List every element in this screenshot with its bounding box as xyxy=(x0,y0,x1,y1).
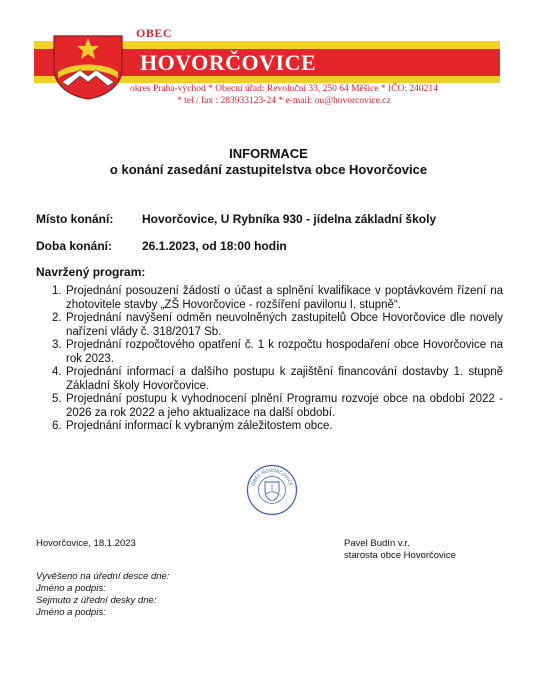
program-item: 4. Projednání informací a dalšího postupu k zajištění financování dostavby 1. stupně Základní školy Hovorčovice. xyxy=(52,366,503,392)
program-heading: Navržený program: xyxy=(36,265,146,279)
place-label: Místo konání: xyxy=(36,212,114,226)
program-item: 2. Projednání navýšení odměn neuvolněných zastupitelů Obce Hovorčovice dle novely nařízení vlády č. 318/2017 Sb. xyxy=(52,312,503,338)
letterhead-address: okres Praha-východ * Obecní úřad: Revoluční 33, 250 64 Měšice * IČO: 240214 xyxy=(130,84,438,94)
name-signature-label: Jméno a podpis: xyxy=(36,607,106,618)
letterhead-contact: * tel / fax : 283933123-24 * e-mail: ou@hovorcovice.cz xyxy=(177,96,391,106)
program-item: 1. Projednání posouzení žádostí o účast a splnění kvalifikace v poptávkovém řízení na zhotovitele stavby „ZŠ Hovorčovice - rozšíření pavilonu I. stupně“. xyxy=(52,285,503,311)
document-title: INFORMACE xyxy=(229,146,308,161)
program-item: 6. Projednání informací k vybraným záležitostem obce. xyxy=(52,420,333,432)
removed-on-label: Sejmuto z úřední desky dne: xyxy=(36,595,157,606)
signer-name: Pavel Budín v.r. xyxy=(344,538,410,549)
svg-text:OBEC HOVORČOVICE: OBEC HOVORČOVICE xyxy=(251,468,293,487)
municipal-coat-of-arms xyxy=(50,32,126,100)
document-subtitle: o konání zasedání zastupitelstva obce Hovorčovice xyxy=(109,162,428,177)
time-value: 26.1.2023, od 18:00 hodin xyxy=(142,239,287,253)
signer-role: starosta obce Hovorčovice xyxy=(344,550,456,561)
letterhead-obec: OBEC xyxy=(136,26,173,40)
place-date: Hovorčovice, 18.1.2023 xyxy=(36,538,136,549)
program-list xyxy=(40,285,503,434)
posted-on-label: Vyvěšeno na úřední desce dne: xyxy=(36,571,170,582)
time-label: Doba konání: xyxy=(36,239,113,253)
name-signature-label: Jméno a podpis: xyxy=(36,583,106,594)
village-name: HOVORČOVICE xyxy=(140,50,317,75)
official-stamp xyxy=(246,464,298,516)
program-item: 3. Projednání rozpočtového opatření č. 1 k rozpočtu hospodaření obce Hovorčovice na rok 2023. xyxy=(52,339,503,365)
place-value: Hovorčovice, U Rybníka 930 - jídelna základní školy xyxy=(142,212,437,226)
program-item: 5. Projednání postupu k vyhodnocení plnění Programu rozvoje obce na období 2022 - 2026 za rok 2022 a jeho aktualizace na další období. xyxy=(52,393,503,419)
